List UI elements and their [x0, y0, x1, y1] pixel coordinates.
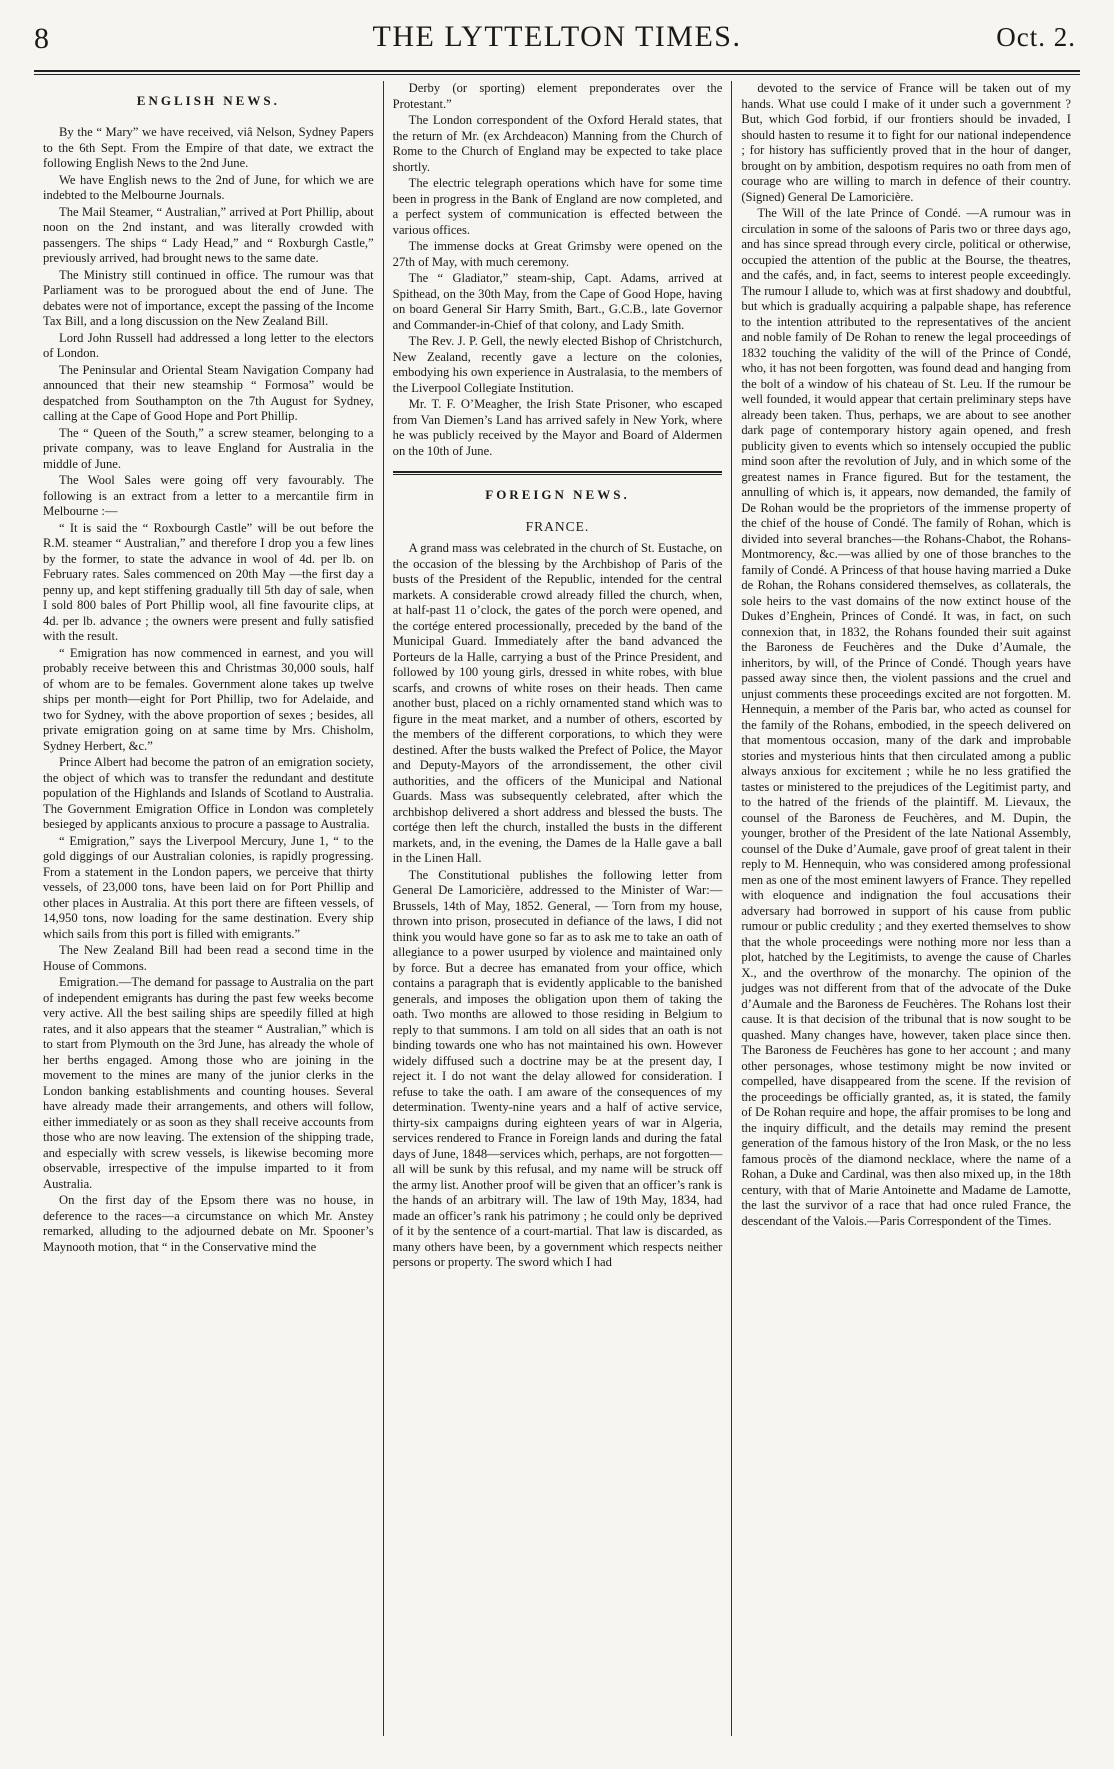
- article-paragraph: The immense docks at Great Grimsby were opened on the 27th of May, with much ceremony.: [392, 239, 723, 269]
- masthead-rule: [34, 70, 1080, 75]
- paper-title: THE LYTTELTON TIMES.: [372, 20, 742, 53]
- article-paragraph: “ It is said the “ Roxbourgh Castle” will be out before the R.M. steamer “ Australian,” and therefore I drop you a few lines by the former, to state the advance in wool of 4d. per lb. on February rates. Sales commenced on 20th May —the first day a penny up, and kept stiffening gradually till 5th day of sale, when I sold 800 bales of Port Phillip wool, all fine favourite clips, at 4d. per lb. advance ; the owners were present and fully satisfied with the result.: [43, 520, 374, 643]
- article-paragraph: The “ Queen of the South,” a screw steamer, belonging to a private company, was to leave England for Australia in the middle of June.: [43, 425, 374, 471]
- article-paragraph: On the first day of the Epsom there was no house, in deference to the races—a circumstance on which Mr. Anstey remarked, alluding to the adjourned debate on Mr. Spooner’s Maynooth motion, that “ in the Conservative mind the: [43, 1193, 374, 1254]
- article-paragraph: The Constitutional publishes the following letter from General De Lamoricière, addressed to the Minister of War:—Brussels, 14th of May, 1852. General, — Torn from my house, thrown into prison, prosecuted in defiance of the laws, I did not think you would have gone so far as to ask me to take an oath of allegiance to a power usurped by violence and maintained only by force. But a decree has emanated from your office, which contains a paragraph that is evidently applicable to the banished generals, and imposes the obligation upon them of taking the oath. Two months are allowed to those residing in Belgium to reply to that summons. I am told on all sides that an oath is not binding towards one who has not maintained his own. However widely diffused such a doctrine may be at the present day, I reject it. I do not want the delay allowed for consideration. I refuse to take the oath. I am aware of the consequences of my determination. Twenty-nine years and a half of active service, thirty-six campaigns during eighteen years of war in Algeria, services rendered to France in Foreign lands and during the fatal days of June, 1848—services which, perhaps, are not forgotten—all will be sunk by this refusal, and my name will be struck off the army list. Another proof will be given that an officer’s rank is the hands of an arbitrary will. The law of 19th May, 1834, had made an officer’s rank his patrimony ; he could only be deprived of it by the sentence of a court-martial. That law is discarded, as many others have been, by a government which respects neither persons or property. The sword which I had: [392, 867, 723, 1269]
- article-paragraph: The Wool Sales were going off very favourably. The following is an extract from a letter to a mercantile firm in Melbourne :—: [43, 473, 374, 518]
- article-paragraph: The Rev. J. P. Gell, the newly elected Bishop of Christchurch, New Zealand, recently gave a lecture on the colonies, embodying his own experience in Australasia, to the members of the Liverpool Collegiate Institution.: [392, 334, 723, 395]
- section-divider: [393, 471, 723, 475]
- france-news-body: [393, 541, 723, 1271]
- article-paragraph: “ Emigration has now commenced in earnest, and you will probably receive between this and Christmas 30,000 souls, half of whom are to be females. Government alone takes up twelve ships per month—eight for Port Phillip, two for Adelaide, and two for Sydney, with the above proportion of sexes ; besides, all private emigration going on at same time by Mrs. Chisholm, Sydney Herbert, &c.”: [43, 645, 374, 753]
- columns: [34, 81, 1080, 1736]
- france-news-continued: [741, 81, 1071, 1229]
- article-paragraph: Emigration.—The demand for passage to Australia on the part of independent emigrants has during the past few weeks become very active. All the best sailing ships are speedily filled at high rates, and it also appears that the steamer “ Australian,” which is to start from Plymouth on the 3rd June, has already the whole of her berths engaged. Among those who are joining in the movement to the mines are many of the junior clerks in the London banking establishments and counting houses. Several have already made their arrangements, and others will follow, either immediately or as soon as they shall receive accounts from those who are now leaving. The extension of the shipping trade, and especially with screw vessels, is likewise becoming more observable, irrespective of the impulse imparted to it from Australia.: [43, 975, 374, 1191]
- column-2: [383, 81, 732, 1736]
- article-paragraph: Mr. T. F. O’Meagher, the Irish State Prisoner, who escaped from Van Diemen’s Land has arrived safely in New York, where he was publicly received by the Mayor and Board of Aldermen on the 10th of June.: [392, 397, 723, 458]
- english-news-continued: [393, 81, 723, 459]
- column-1: [34, 81, 383, 1736]
- foreign-news-heading: FOREIGN NEWS.: [485, 487, 630, 502]
- article-paragraph: “ Emigration,” says the Liverpool Mercury, June 1, “ to the gold diggings of our Australian colonies, is rapidly progressing. From a statement in the London papers, we perceive that thirty vessels, of 23,000 tons, have been laid on for Port Phillip and other places in Australia. At this port there are fifteen vessels, of 14,950 tons, now loading for the same destination. Every ship which sails from this port is filled with emigrants.”: [43, 833, 374, 941]
- article-paragraph: The New Zealand Bill had been read a second time in the House of Commons.: [43, 943, 374, 973]
- article-paragraph: The Will of the late Prince of Condé. —A rumour was in circulation in some of the saloons of Paris two or three days ago, and has since spread through every circle, political or otherwise, occupied the attention of the public at the Bourse, the theatres, and the cafés, and, in fact, seems to interest people exceedingly. The rumour I allude to, which was at first shadowy and doubtful, but which is gradually acquiring a palpable shape, has reference to the intention attributed to the representatives of the ancient and noble family of De Rohan to renew the legal proceedings of 1832 touching the validity of the will of the Prince of Condé, who, it has not been forgotten, was found dead and hanging from the bolt of a window of his chateau of St. Leu. If the rumour be well founded, it would appear that certain preliminary steps have already been taken. Thus, perhaps, we are about to see another dark page of contemporary history again opened, and fresh publicity given to events which so intensely occupied the public mind soon after the revolution of July, and in which some of the greatest names in France figured. But for the testament, the annulling of which is, it appears, now demanded, the family of De Rohan would be the proprietors of the immense property of the chief of the house of Condé. The family of Rohan, which is divided into several branches—the Rohans-Chabot, the Rohans-Montmorency, &c.—was allied by one of those branches to the family of Condé. A Princess of that house having married a Duke de Rohan, the Rohans considered themselves, as collaterals, the sole heirs to the vast domains of the now extinct house of the Dukes d’Enghein, Princes of Condé. It was, in fact, on such connexion that, in 1832, the Rohans founded their suit against the Baroness de Feuchères and the Duke d’Aumale, the inheritors, by will, of the Prince of Condé. Though years have passed away since then, the violent passions and the cruel and unjust comments these proceedings excited are not forgotten. M. Hennequin, a member of the Paris bar, who acted as counsel for the family of the Rohans, embodied, in the speech delivered on that momentous occasion, many of the dark and improbable stories and mysterious hints that then circulated among a public always anxious for excitement ; while he no less gratified the tastes or ministered to the prejudices of the Legitimist party, and to the hatred of the friends of the plaintiff. M. Lievaux, the counsel of the Baroness de Feuchères, and M. Dupin, the younger, brother of the President of the late National Assembly, counsel of the Duke d’Aumale, gave proof of great talent in their reply to M. Hennequin, who was considered among professional men as one of the most eminent lawyers of France. They repelled with eloquence and indignation the foul accusations their adversary had borrowed in support of his cause from public rumour or public credulity ; and they exerted themselves to show that the whole proceedings were nothing more nor less than a plot, hatched by the Legitimists, to avenge the cause of Charles X., and the overthrow of the monarchy. The opinion of the judges was not different from that of the advocate of the Duke d’Aumale and the Baroness de Feuchères. The Rohans lost their cause. It is that decision of the tribunal that is now sought to be quashed. Many changes have, however, taken place since then. The Baroness de Feuchères has gone to her account ; and many other personages, whose testimony might be now invited or compelled, have disappeared from the scene. If the revision of the proceedings be officially granted, as, it is stated, the family of De Rohan require and hope, the affair promises to be long and the inquiry difficult, and the details may remind the present generation of the famous history of the Iron Mask, or the no less famous procès of the diamond necklace, where the name of a Rohan, a Duke and Cardinal, was then also mixed up, in the 18th century, with that of Marie Antoinette and Madame de Lamotte, the last the survivor of a race that had once ruled France, the descendant of the Valois.—Paris Correspondent of the Times.: [741, 206, 1071, 1228]
- article-paragraph: The Ministry still continued in office. The rumour was that Parliament was to be prorogued about the end of June. The debates were not of importance, except the passing of the Income Tax Bill, and a long discussion on the New Zealand Bill.: [43, 267, 374, 328]
- article-paragraph: The “ Gladiator,” steam-ship, Capt. Adams, arrived at Spithead, on the 30th May, from the Cape of Good Hope, having on board General Sir Harry Smith, Bart., G.C.B., late Governor and Commander-in-Chief of that colony, and Lady Smith.: [392, 271, 723, 332]
- english-news-body: [43, 125, 374, 1255]
- article-paragraph: The London correspondent of the Oxford Herald states, that the return of Mr. (ex Archdeacon) Manning from the Church of Rome to the Church of England may be expected to take place shortly.: [392, 113, 723, 174]
- column-3: [731, 81, 1080, 1736]
- article-paragraph: Lord John Russell had addressed a long letter to the electors of London.: [43, 330, 374, 360]
- article-paragraph: The Mail Steamer, “ Australian,” arrived at Port Phillip, about noon on the 2nd instant, and was literally crowded with passengers. The ships “ Lady Head,” and “ Roxburgh Castle,” previously arrived, had brought news to the same date.: [43, 204, 374, 265]
- article-paragraph: Derby (or sporting) element preponderates over the Protestant.”: [392, 81, 723, 111]
- masthead: [34, 18, 1080, 62]
- issue-date: Oct. 2.: [996, 22, 1076, 52]
- english-news-heading: ENGLISH NEWS.: [136, 93, 280, 108]
- article-paragraph: The electric telegraph operations which have for some time been in progress in the Bank of England are now completed, and a perfect system of communication is effected between the various offices.: [392, 176, 723, 237]
- article-paragraph: devoted to the service of France will be taken out of my hands. What use could I make of it under such a government ? But, which God forbid, if our frontiers should be invaded, I should hasten to resume it to fight for our national independence ; for history has sufficiently proved that in the hour of danger, brought on by ambition, despotism requires no oath from men of courage who are willing to march in defence of their country. (Signed) General De Lamoricière.: [741, 81, 1071, 204]
- article-paragraph: The Peninsular and Oriental Steam Navigation Company had announced that their new steamship “ Formosa” would be despatched from Southampton on the 7th August for Sydney, calling at the Cape of Good Hope and Port Phillip.: [43, 362, 374, 423]
- article-paragraph: Prince Albert had become the patron of an emigration society, the object of which was to transfer the redundant and destitute population of the Highlands and Islands of Scotland to Australia. The Government Emigration Office in London was completely besieged by applicants anxious to procure a passage to Australia.: [43, 755, 374, 831]
- article-paragraph: By the “ Mary” we have received, viâ Nelson, Sydney Papers to the 6th Sept. From the Empire of that date, we extract the following English News to the 2nd June.: [43, 125, 374, 170]
- article-paragraph: We have English news to the 2nd of June, for which we are indebted to the Melbourne Journals.: [43, 172, 374, 202]
- page-number: 8: [34, 22, 49, 55]
- france-subheading: FRANCE.: [525, 519, 590, 534]
- article-paragraph: A grand mass was celebrated in the church of St. Eustache, on the occasion of the blessing by the Archbishop of Paris of the busts of the President of the Republic, intended for the central markets. A considerable crowd already filled the church, when, at half-past 11 o’clock, the gates of the porch were opened, and the cortége entered processionally, preceded by the band of the Municipal Guard. Immediately after the band advanced the Porteurs de la Halle, carrying a bust of the Prince President, and followed by 100 young girls, dressed in white robes, with blue scarfs, and crowns of white roses on their heads. Then came another bust, placed on a richly ornamented stand which was to figure in the meat market, and a number of others, escorted by the members of the different corporations, to which they were destined. After the busts walked the Prefect of Police, the Mayor and Deputy-Mayors of the arrondissement, the other civil authorities, and the officers of the Municipal and National Guards. Mass was subsequently celebrated, after which the archbishop delivered a short address and blessed the busts. The cortége then left the church, installed the busts in the different markets, and, in the evening, the Dames de la Halle gave a ball in the Linen Hall.: [392, 541, 723, 865]
